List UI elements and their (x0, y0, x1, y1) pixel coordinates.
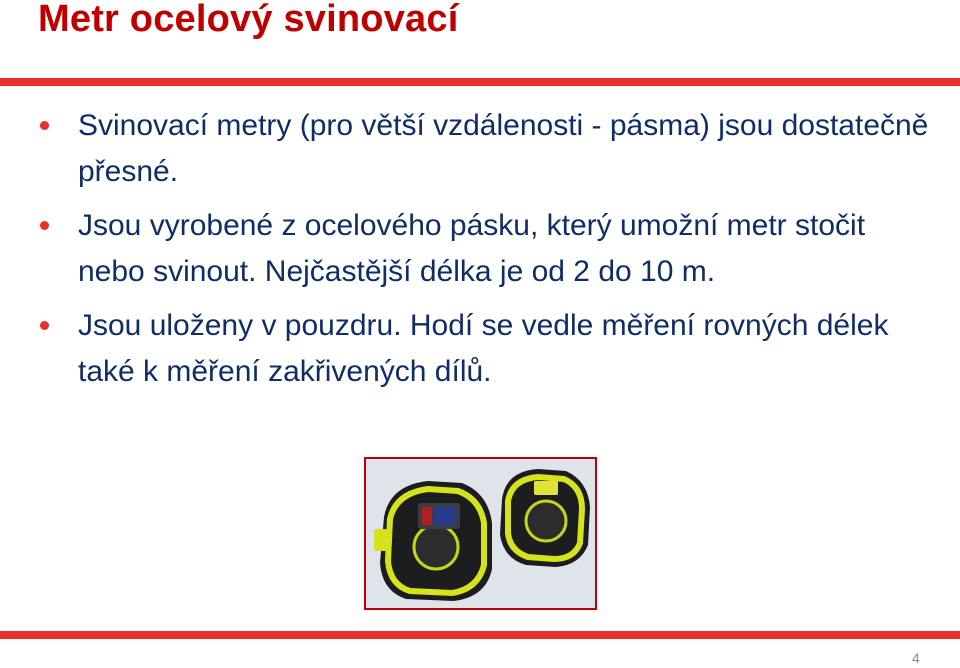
tape-measure-left (374, 481, 492, 601)
page-number: 4 (912, 650, 920, 666)
bullet-text: Jsou uloženy v pouzdru. Hodí se vedle měření rovných délek také k měření zakřivených dílů. (78, 309, 889, 388)
bullet-text: Jsou vyrobené z ocelového pásku, který umožní metr stočit nebo svinout. Nejčastější délka je od 2 do 10 m. (78, 209, 866, 288)
top-divider (0, 78, 960, 86)
bottom-divider (0, 631, 960, 639)
bullet-dot (40, 121, 49, 130)
bullet-dot (40, 221, 49, 230)
bullet-item (40, 103, 930, 195)
bullet-list (40, 103, 930, 403)
bullet-item (40, 303, 930, 395)
tape-measure-right (500, 469, 590, 567)
tape-measures-illustration (366, 459, 595, 608)
bullet-item (40, 203, 930, 295)
bullet-text: Svinovací metry (pro větší vzdálenosti - pásma) jsou dostatečně přesné. (78, 109, 929, 188)
tape-measure-photo (364, 457, 597, 610)
bullet-dot (40, 321, 49, 330)
slide-title: Metr ocelový svinovací (38, 0, 459, 40)
